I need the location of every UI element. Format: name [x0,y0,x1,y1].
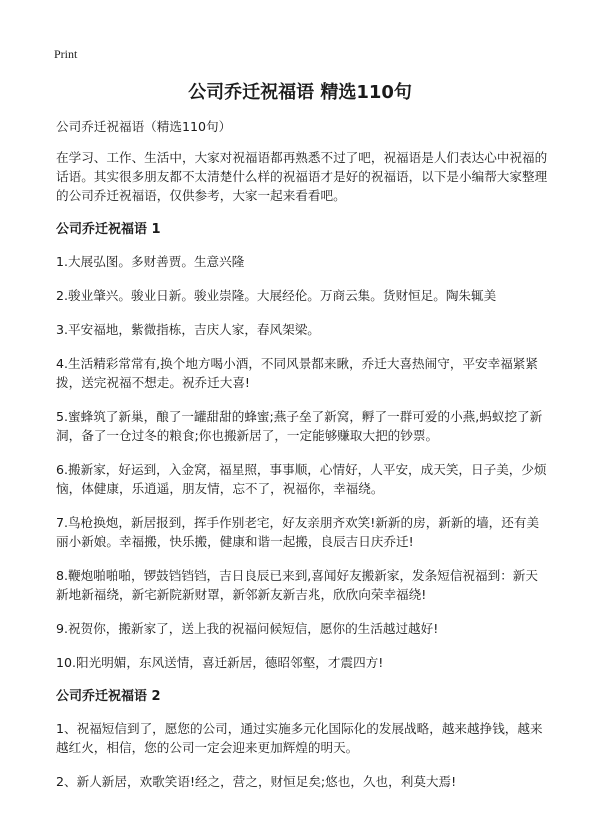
section-heading: 公司乔迁祝福语 2 [56,689,161,704]
list-item: 8.鞭炮啪啪啪，锣鼓铛铛铛，吉日良辰已来到,喜闻好友搬新家，发条短信祝福到：新天新地新福绕，新宅新院新财罩，新邻新友新吉兆，欣欣向荣幸福绕! [56,568,538,602]
list-item: 9.祝贺你，搬新家了，送上我的祝福问候短信，愿你的生活越过越好! [56,621,439,636]
page-title: 公司乔迁祝福语 精选110句 [188,82,412,103]
list-item: 2、新人新居，欢歌笑语!经之，营之，财恒足矣;悠也，久也，利莫大焉! [56,774,457,789]
list-item: 6.搬新家，好运到，入金窝，福星照，事事顺，心情好，人平安，成天笑，日子美，少烦恼，体健康，乐逍遥，朋友情，忘不了，祝福你，幸福绕。 [56,462,547,496]
intro-paragraph: 在学习、工作、生活中，大家对祝福语都再熟悉不过了吧，祝福语是人们表达心中祝福的话语。其实很多朋友都不太清楚什么样的祝福语才是好的祝福语，以下是小编帮大家整理的公司乔迁祝福语，仅供参考，大家一起来看看吧。 [56,150,548,203]
list-item: 4.生活精彩常常有,换个地方喝小酒，不同风景都来瞅，乔迁大喜热闹守，平安幸福紧紧拨，送完祝福不想走。祝乔迁大喜! [56,356,538,390]
list-item: 5.蜜蜂筑了新巢，酿了一罐甜甜的蜂蜜;燕子垒了新窝，孵了一群可爱的小燕,蚂蚁挖了新洞，备了一仓过冬的粮食;你也搬新居了，一定能够赚取大把的钞票。 [56,409,543,443]
print-link[interactable]: Print [54,47,78,61]
list-item: 1.大展弘图。多财善贾。生意兴隆 [56,254,245,269]
section-heading: 公司乔迁祝福语 1 [56,222,161,237]
list-item: 7.鸟枪换炮，新居报到，挥手作别老宅，好友亲朋齐欢笑!新新的房，新新的墙，还有美丽小新娘。幸福搬，快乐搬，健康和谐一起搬，良辰吉日庆乔迁! [56,515,540,549]
list-item: 10.阳光明媚，东风送情，喜迁新居，德昭邻壑，才震四方! [56,655,384,670]
article-subtitle: 公司乔迁祝福语（精选110句） [56,119,232,134]
article-body [56,117,550,806]
list-item: 3.平安福地，紫微指栋，吉庆人家，春风架梁。 [56,322,320,337]
list-item: 2.骏业肇兴。骏业日新。骏业崇隆。大展经伦。万商云集。货财恒足。陶朱辄美 [56,288,497,303]
list-item: 1、祝福短信到了，愿您的公司，通过实施多元化国际化的发展战略，越来越挣钱，越来越红火，相信，您的公司一定会迎来更加辉煌的明天。 [56,721,543,755]
